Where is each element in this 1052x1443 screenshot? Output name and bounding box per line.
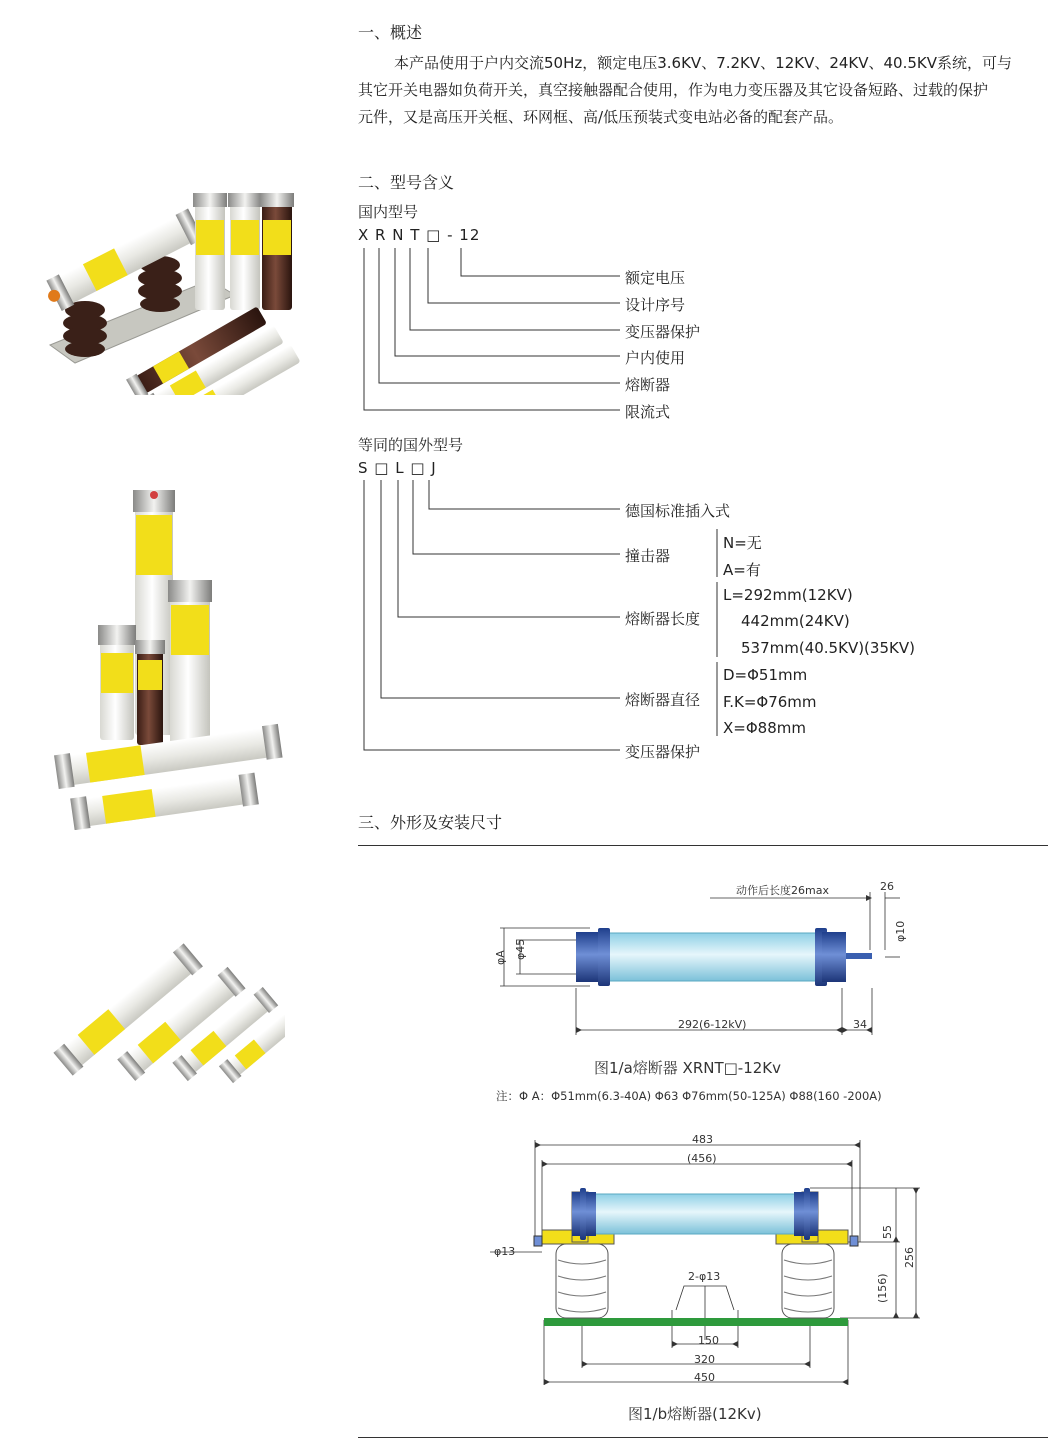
domestic-label-rated-voltage: 额定电压: [625, 269, 686, 287]
product-photo-fuse-group: [40, 485, 290, 830]
section1-line-1: 本产品使用于户内交流50Hz，额定电压3.6KV、7.2KV、12KV、24KV、40.5KV系统，可与: [394, 54, 1013, 72]
section1-line-2: 其它开关电器如负荷开关，真空接触器配合使用，作为电力变压器及其它设备短路、过载的保护: [358, 81, 989, 99]
domestic-model-title: 国内型号: [358, 203, 419, 221]
foreign-label-transformer-protection: 变压器保护: [625, 743, 701, 761]
domestic-label-current-limiting: 限流式: [625, 403, 671, 421]
diameter-option-fk: F.K=Φ76mm: [723, 693, 817, 711]
length-option-12kv: L=292mm(12KV): [723, 586, 853, 604]
diameter-option-x: X=Φ88mm: [723, 719, 806, 737]
striker-option-yes: A=有: [723, 561, 761, 579]
foreign-model-title: 等同的国外型号: [358, 436, 464, 454]
product-photo-fuse-with-base: [30, 185, 330, 395]
domestic-label-transformer-protection: 变压器保护: [625, 323, 701, 341]
figure-b-dim-450: 450: [694, 1371, 715, 1384]
figure-b-dim-2phi13: 2-φ13: [688, 1270, 721, 1283]
length-option-24kv: 442mm(24KV): [741, 612, 850, 630]
figure-b-dim-phi13: φ13: [494, 1245, 516, 1258]
domestic-model-leader-lines: [355, 240, 625, 420]
figure-a-note: 注：Φ A：Φ51mm(6.3-40A) Φ63 Φ76mm(50-125A) Φ88(160 -200A): [496, 1089, 882, 1103]
figure-b-caption: 图1/b熔断器(12Kv): [628, 1405, 762, 1423]
bottom-divider: [358, 1437, 1048, 1438]
domestic-model-code: X R N T □ - 12: [358, 226, 481, 244]
product-photo-fuse-row: [45, 930, 285, 1085]
striker-option-none: N=无: [723, 534, 762, 552]
foreign-label-fuse-diameter: 熔断器直径: [625, 691, 701, 709]
foreign-label-striker: 撞击器: [625, 547, 671, 565]
figure-a-dim-phi45: φ45: [514, 938, 527, 960]
figure-a-dim-34: 34: [853, 1018, 867, 1031]
figure-b-dim-256: 256: [903, 1247, 916, 1268]
figure-b-dim-456: (456): [687, 1152, 717, 1165]
foreign-model-code: S □ L □ J: [358, 459, 437, 477]
domestic-label-fuse: 熔断器: [625, 376, 671, 394]
figure-b-dim-483: 483: [692, 1133, 713, 1146]
domestic-label-indoor-use: 户内使用: [625, 349, 686, 367]
figure-b-dim-320: 320: [694, 1353, 715, 1366]
figure-b-dim-156: (156): [876, 1273, 889, 1303]
figure-a-fuse-drawing: [490, 870, 920, 1040]
section3-divider: [358, 845, 1048, 846]
section1-heading: 一、概述: [358, 23, 423, 42]
figure-a-dim-292: 292(6-12kV): [678, 1018, 747, 1031]
section1-body: [358, 50, 1048, 131]
figure-b-dim-150: 150: [698, 1334, 719, 1347]
domestic-label-design-serial: 设计序号: [625, 296, 686, 314]
figure-a-dim-26: 26: [880, 880, 894, 893]
figure-b-dim-55: 55: [881, 1225, 894, 1239]
figure-a-dim-after-action: 动作后长度26max: [736, 884, 829, 897]
figure-a-dim-phi10: φ10: [894, 920, 907, 942]
section1-line-3: 元件，又是高压开关框、环网框、高/低压预装式变电站必备的配套产品。: [358, 108, 844, 126]
foreign-label-fuse-length: 熔断器长度: [625, 610, 701, 628]
length-option-40kv: 537mm(40.5KV)(35KV): [741, 639, 915, 657]
section2-heading: 二、型号含义: [358, 173, 455, 192]
diameter-option-d: D=Φ51mm: [723, 666, 808, 684]
figure-a-dim-phiA: φA: [494, 950, 507, 965]
section3-heading: 三、外形及安装尺寸: [358, 813, 503, 832]
foreign-label-german-standard: 德国标准插入式: [625, 502, 731, 520]
figure-a-caption: 图1/a熔断器 XRNT□-12Kv: [594, 1059, 782, 1077]
